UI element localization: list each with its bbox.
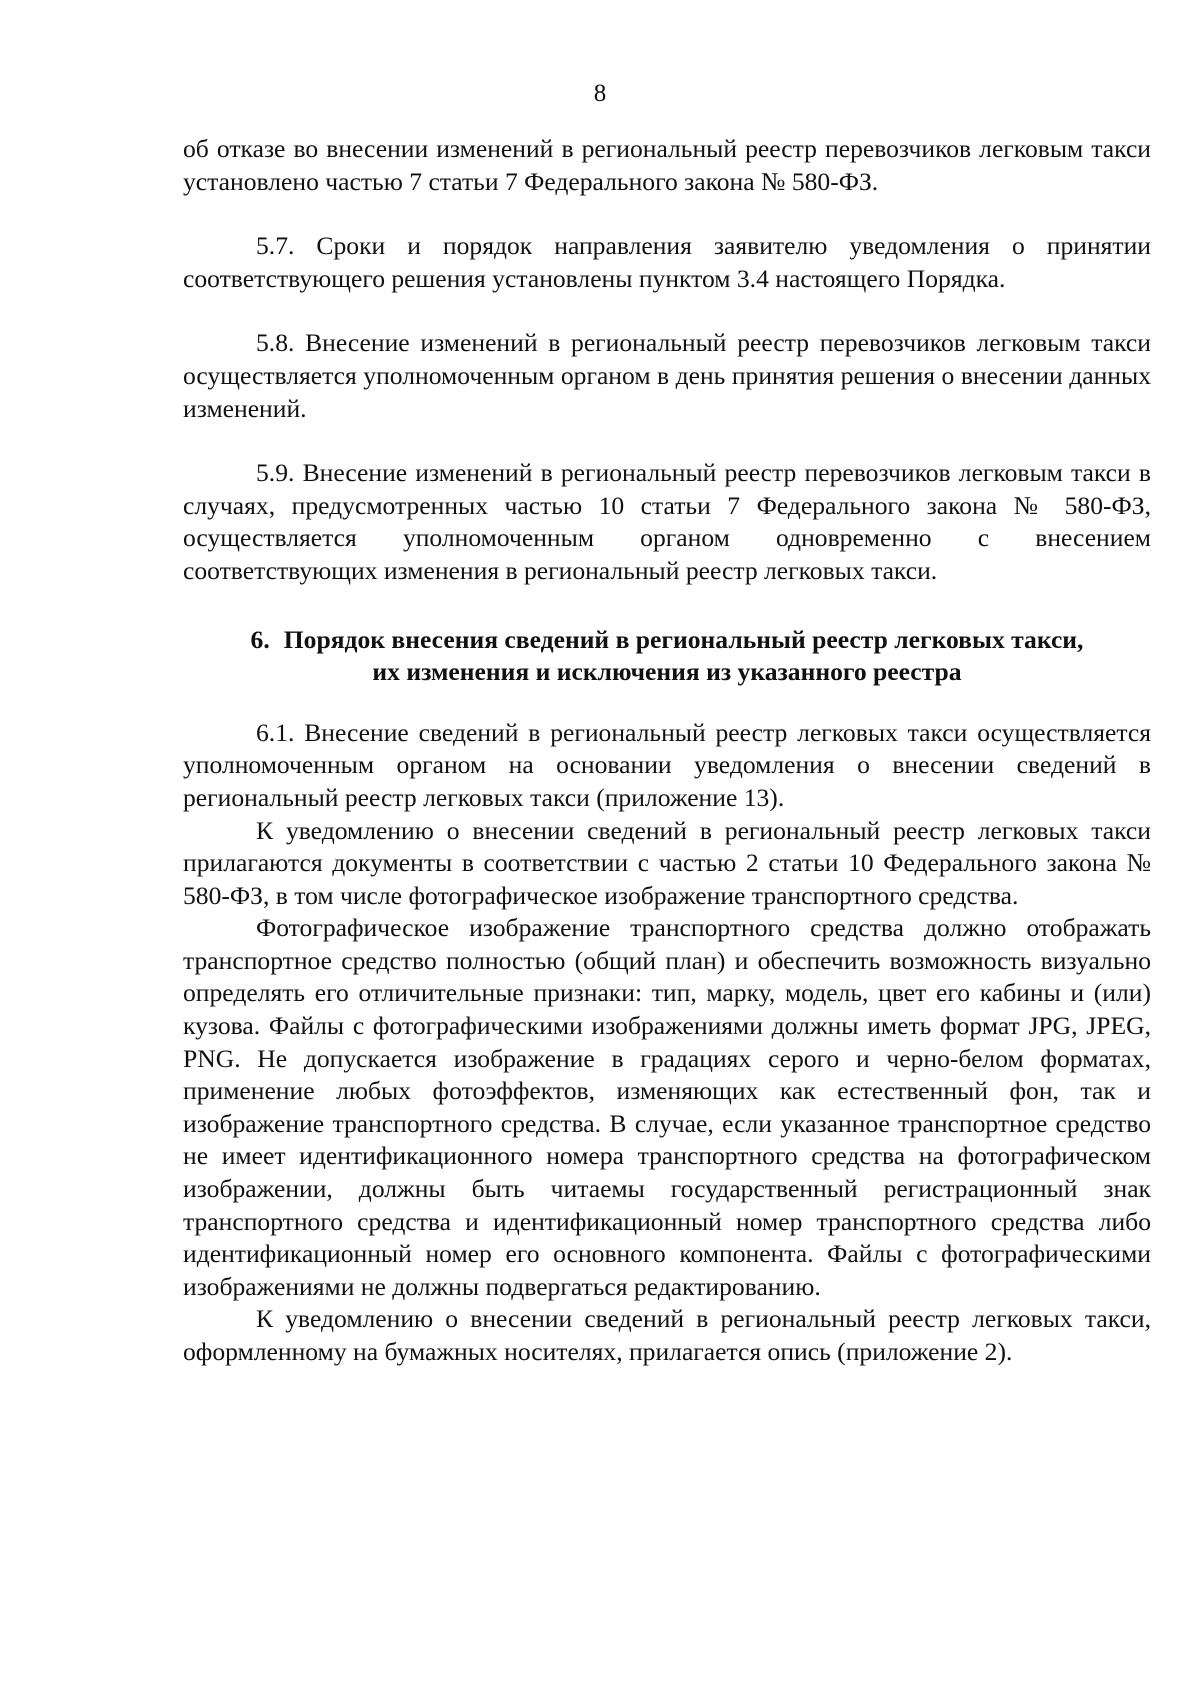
paragraph-documents: К уведомлению о внесении сведений в региональный реестр легковых такси прилагаются документы в соответствии с частью 2 статьи 10 Федерального закона № 580-ФЗ, в том числе фотографическое изображение транспортного средства. [183,815,1151,910]
paragraph-6-1: 6.1. Внесение сведений в региональный реестр легковых такси осуществляется уполномоченным органом на основании уведомления о внесении сведений в региональный реестр легковых такси (приложение 13). [183,717,1151,812]
paragraph-paper-inventory: К уведомлению о внесении сведений в региональный реестр легковых такси, оформленному на бумажных носителях, прилагается опись (приложение 2). [183,1304,1151,1366]
paragraph-5-9: 5.9. Внесение изменений в региональный реестр перевозчиков легковым такси в случаях, предусмотренных частью 10 статьи 7 Федерального закона № 580-ФЗ, осуществляется уполномоченным органом одновременно с внесением соответствующих изменения в региональный реестр легковых такси. [183,458,1151,585]
paragraph-5-7: 5.7. Сроки и порядок направления заявителю уведомления о принятии соответствующего решения установлены пунктом 3.4 настоящего Порядка. [183,231,1151,293]
document-body [183,133,1151,1369]
paragraph-intro: об отказе во внесении изменений в региональный реестр перевозчиков легковым такси установлено частью 7 статьи 7 Федерального закона № 580-ФЗ. [183,134,1151,196]
paragraph-photo-requirements: Фотографическое изображение транспортного средства должно отображать транспортное средство полностью (общий план) и обеспечить возможность визуально определять его отличительные признаки: тип, марку, модель, цвет его кабины и (или) кузова. Файлы с фотографическими изображениями должны иметь формат JPG, JPEG, PNG. Не допускается изображение в градациях серого и черно-белом форматах, применение любых фотоэффектов, изменяющих как естественный фон, так и изображение транспортного средства. В случае, если указанное транспортное средство не имеет идентификационного номера транспортного средства на фотографическом изображении, должны быть читаемы государственный регистрационный знак транспортного средства и идентификационный номер транспортного средства либо идентификационный номер его основного компонента. Файлы с фотографическими изображениями не должны подвергаться редактированию. [183,913,1151,1301]
section-6-title-line2: их изменения и исключения из указанного реестра [372,657,962,687]
section-6-heading-line1 [183,624,1151,657]
paragraph-5-8: 5.8. Внесение изменений в региональный реестр перевозчиков легковым такси осуществляется уполномоченным органом в день принятия решения о внесении данных изменений. [183,328,1151,423]
section-6-number: 6. [250,624,270,654]
page-number: 8 [593,80,607,107]
section-6-title-line1: Порядок внесения сведений в региональный реестр легковых такси, [283,624,1084,654]
section-6-heading [183,624,1151,689]
